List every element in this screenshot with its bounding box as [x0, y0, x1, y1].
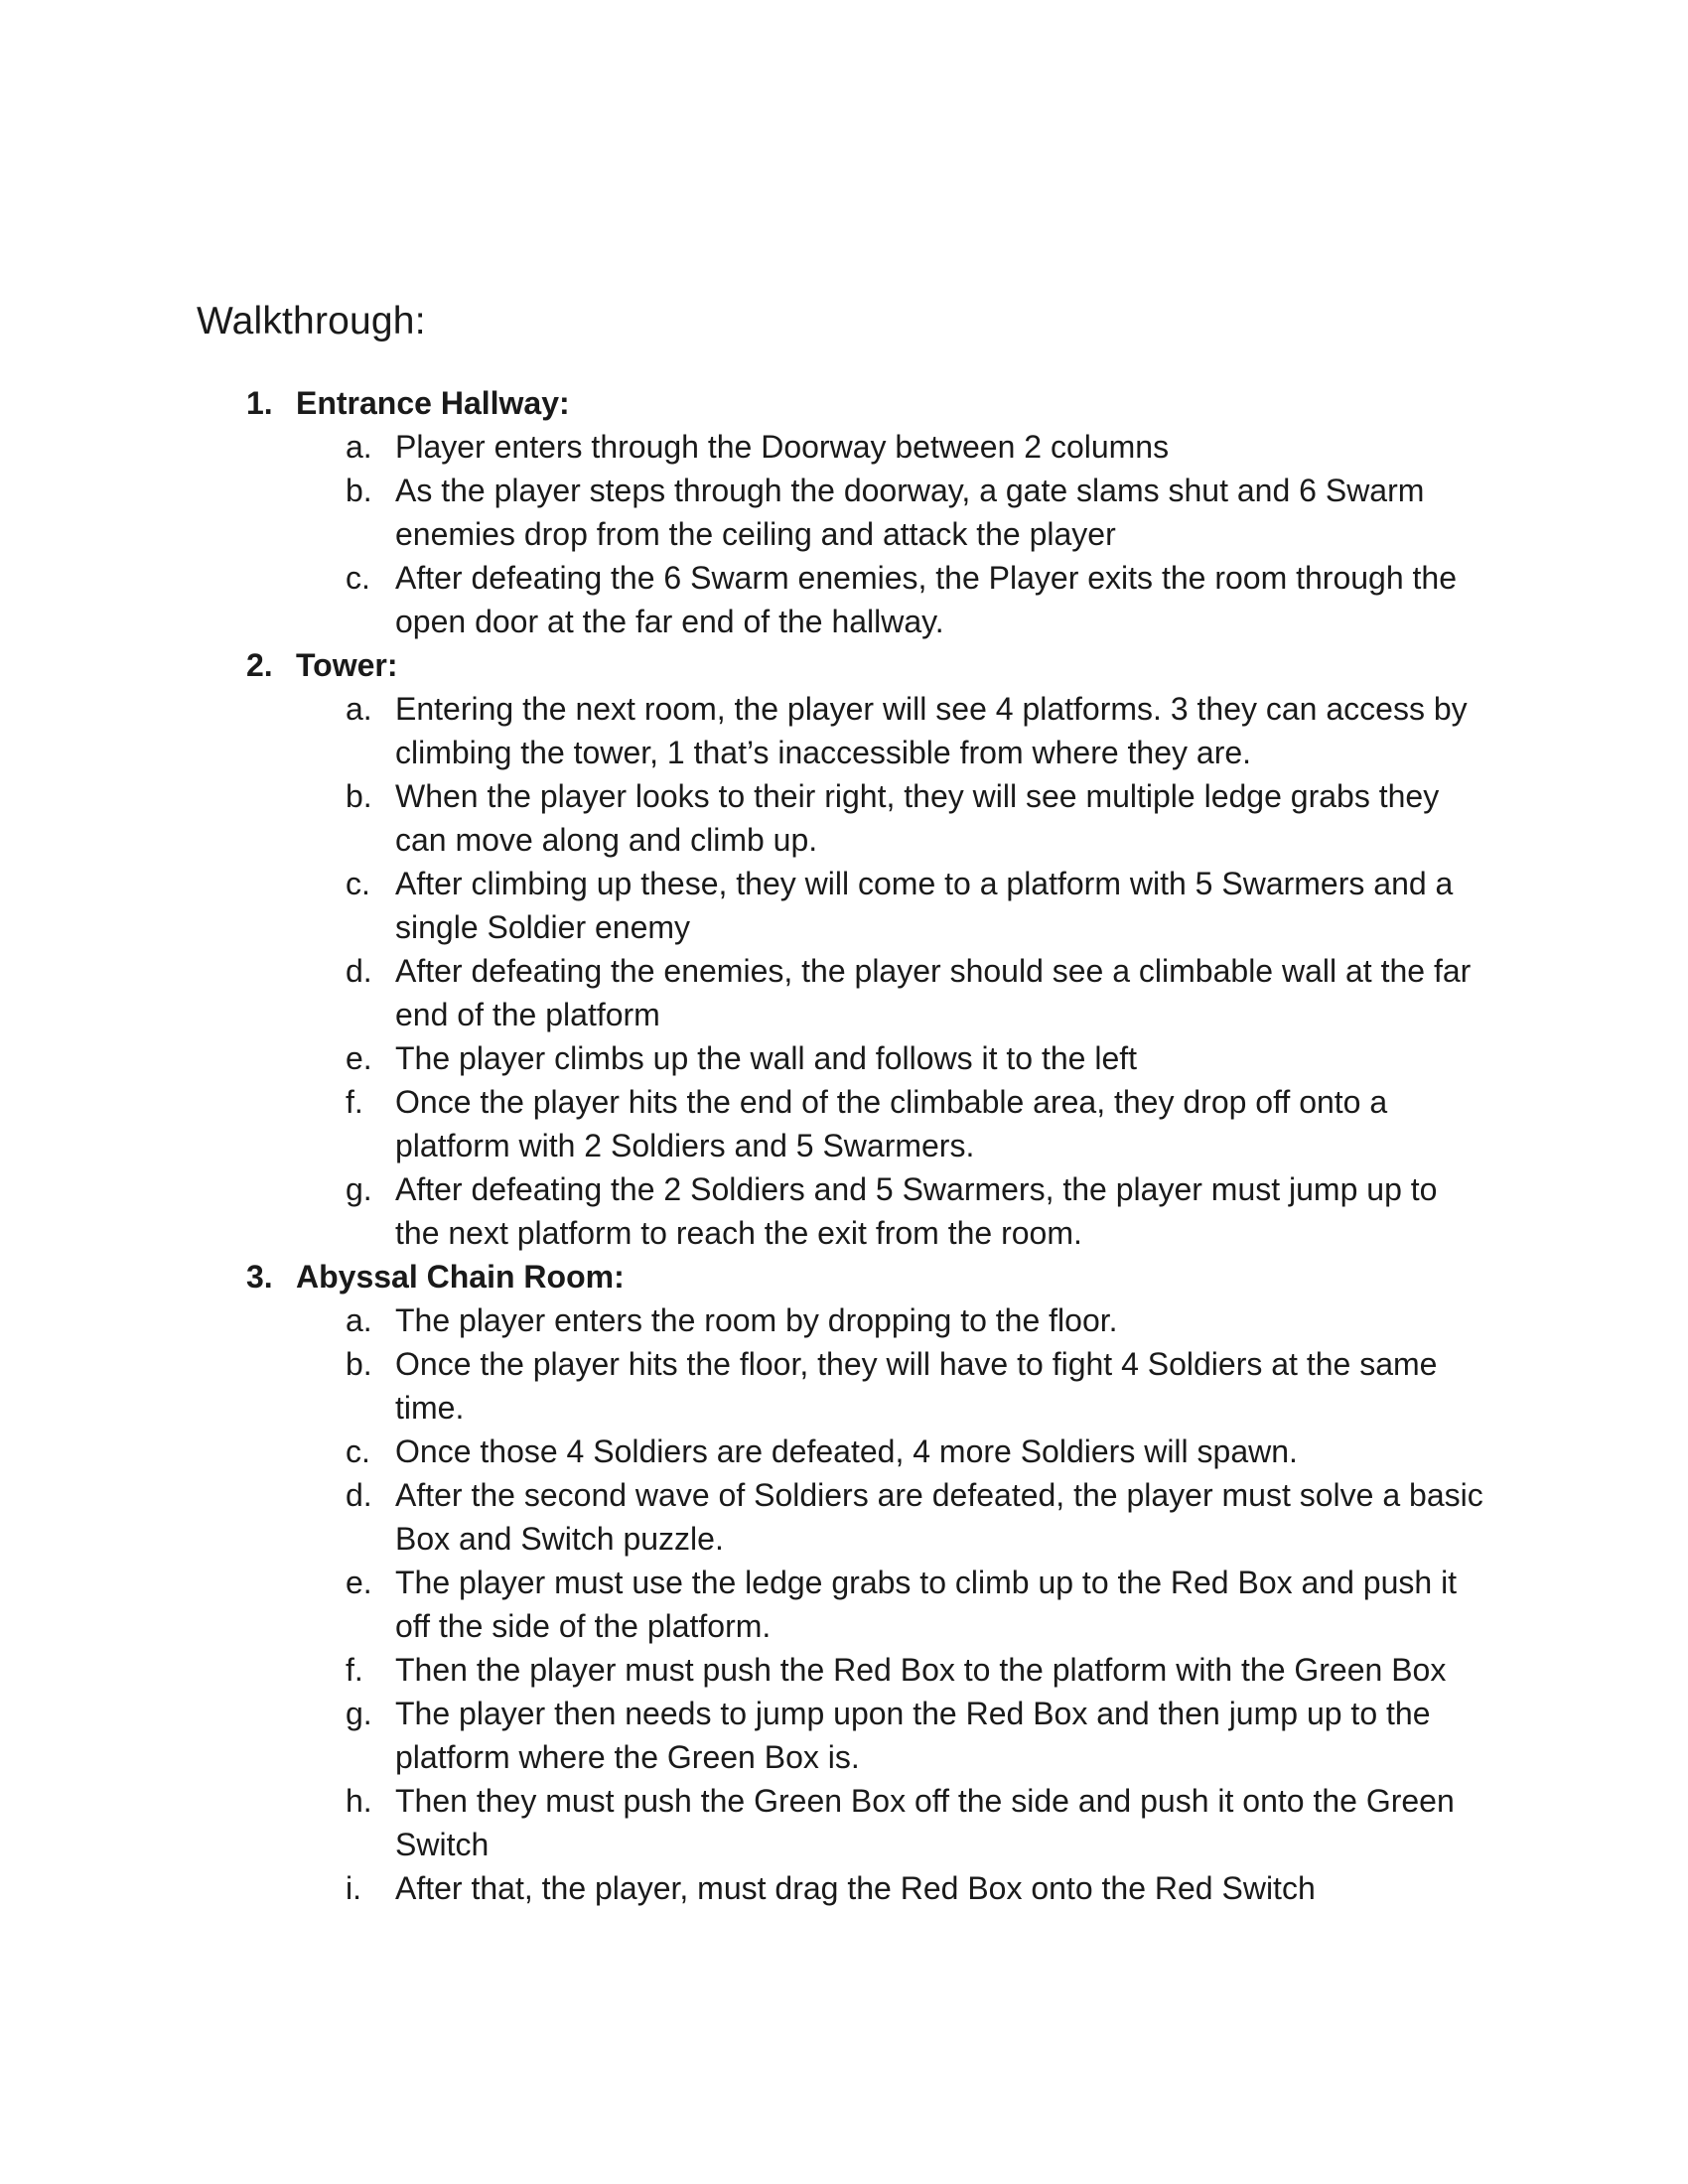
- section-heading: [0, 643, 1688, 687]
- step-item: [0, 1779, 1489, 1866]
- step-marker: f.: [346, 1084, 363, 1120]
- step-item: [0, 1036, 1489, 1080]
- section-entrance-hallway: [0, 381, 1688, 643]
- section-number: 2.: [246, 647, 273, 683]
- step-text: The player must use the ledge grabs to climb up to the Red Box and push it off the side of the platform.: [395, 1565, 1458, 1644]
- step-item: [0, 1342, 1489, 1430]
- step-item: [0, 1430, 1489, 1473]
- walkthrough-list: [0, 381, 1688, 1910]
- step-marker: e.: [346, 1040, 372, 1076]
- page-title: Walkthrough:: [197, 300, 426, 342]
- step-text: The player climbs up the wall and follows it to the left: [395, 1040, 1138, 1076]
- step-marker: b.: [346, 1346, 372, 1382]
- step-text: After the second wave of Soldiers are defeated, the player must solve a basic Box and Switch puzzle.: [395, 1477, 1483, 1557]
- step-text: The player then needs to jump upon the Red Box and then jump up to the platform where the Green Box is.: [395, 1696, 1431, 1775]
- step-marker: c.: [346, 560, 370, 596]
- step-item: [0, 1692, 1489, 1779]
- step-marker: b.: [346, 473, 372, 508]
- section-number: 3.: [246, 1259, 273, 1295]
- step-text: Once the player hits the end of the climbable area, they drop off onto a platform with 2 Soldiers and 5 Swarmers.: [395, 1084, 1388, 1163]
- step-item: [0, 1473, 1489, 1561]
- step-item: [0, 1866, 1489, 1910]
- step-item: [0, 1167, 1489, 1255]
- step-list: [0, 1298, 1688, 1910]
- step-text: Entering the next room, the player will see 4 platforms. 3 they can access by climbing the tower, 1 that’s inaccessible from where they are.: [395, 691, 1468, 770]
- step-text: Once the player hits the floor, they will have to fight 4 Soldiers at the same time.: [395, 1346, 1438, 1426]
- step-marker: e.: [346, 1565, 372, 1600]
- step-marker: h.: [346, 1783, 372, 1819]
- step-marker: f.: [346, 1652, 363, 1688]
- step-text: Then they must push the Green Box off the side and push it onto the Green Switch: [395, 1783, 1455, 1862]
- step-item: [0, 774, 1489, 862]
- section-tower: [0, 643, 1688, 1255]
- section-title: Abyssal Chain Room:: [296, 1259, 625, 1295]
- step-marker: a.: [346, 429, 372, 465]
- step-text: After defeating the 2 Soldiers and 5 Swarmers, the player must jump up to the next platform to reach the exit from the room.: [395, 1171, 1438, 1251]
- step-text: After defeating the enemies, the player should see a climbable wall at the far end of the platform: [395, 953, 1472, 1032]
- section-number: 1.: [246, 385, 273, 421]
- step-text: The player enters the room by dropping to the floor.: [395, 1302, 1118, 1338]
- section-heading: [0, 381, 1688, 425]
- section-heading: [0, 1255, 1688, 1298]
- step-marker: b.: [346, 778, 372, 814]
- step-item: [0, 469, 1489, 556]
- step-item: [0, 949, 1489, 1036]
- step-item: [0, 1648, 1489, 1692]
- section-title: Tower:: [296, 647, 398, 683]
- step-text: As the player steps through the doorway, a gate slams shut and 6 Swarm enemies drop from the ceiling and attack the player: [395, 473, 1425, 552]
- step-item: [0, 556, 1489, 643]
- section-title: Entrance Hallway:: [296, 385, 570, 421]
- step-item: [0, 425, 1489, 469]
- step-item: [0, 1561, 1489, 1648]
- step-marker: g.: [346, 1696, 372, 1731]
- step-item: [0, 1298, 1489, 1342]
- step-item: [0, 862, 1489, 949]
- step-text: When the player looks to their right, they will see multiple ledge grabs they can move along and climb up.: [395, 778, 1440, 858]
- step-marker: a.: [346, 1302, 372, 1338]
- step-text: Once those 4 Soldiers are defeated, 4 more Soldiers will spawn.: [395, 1433, 1298, 1469]
- step-marker: g.: [346, 1171, 372, 1207]
- step-text: Then the player must push the Red Box to the platform with the Green Box: [395, 1652, 1447, 1688]
- step-item: [0, 687, 1489, 774]
- step-text: After defeating the 6 Swarm enemies, the Player exits the room through the open door at the far end of the hallway.: [395, 560, 1458, 639]
- step-marker: d.: [346, 953, 372, 989]
- step-marker: d.: [346, 1477, 372, 1513]
- step-item: [0, 1080, 1489, 1167]
- step-marker: c.: [346, 866, 370, 901]
- section-abyssal-chain-room: [0, 1255, 1688, 1910]
- step-marker: c.: [346, 1433, 370, 1469]
- step-marker: a.: [346, 691, 372, 727]
- step-list: [0, 687, 1688, 1255]
- step-text: After that, the player, must drag the Red Box onto the Red Switch: [395, 1870, 1316, 1906]
- step-list: [0, 425, 1688, 643]
- step-marker: i.: [346, 1870, 361, 1906]
- step-text: Player enters through the Doorway between 2 columns: [395, 429, 1170, 465]
- step-text: After climbing up these, they will come to a platform with 5 Swarmers and a single Soldier enemy: [395, 866, 1454, 945]
